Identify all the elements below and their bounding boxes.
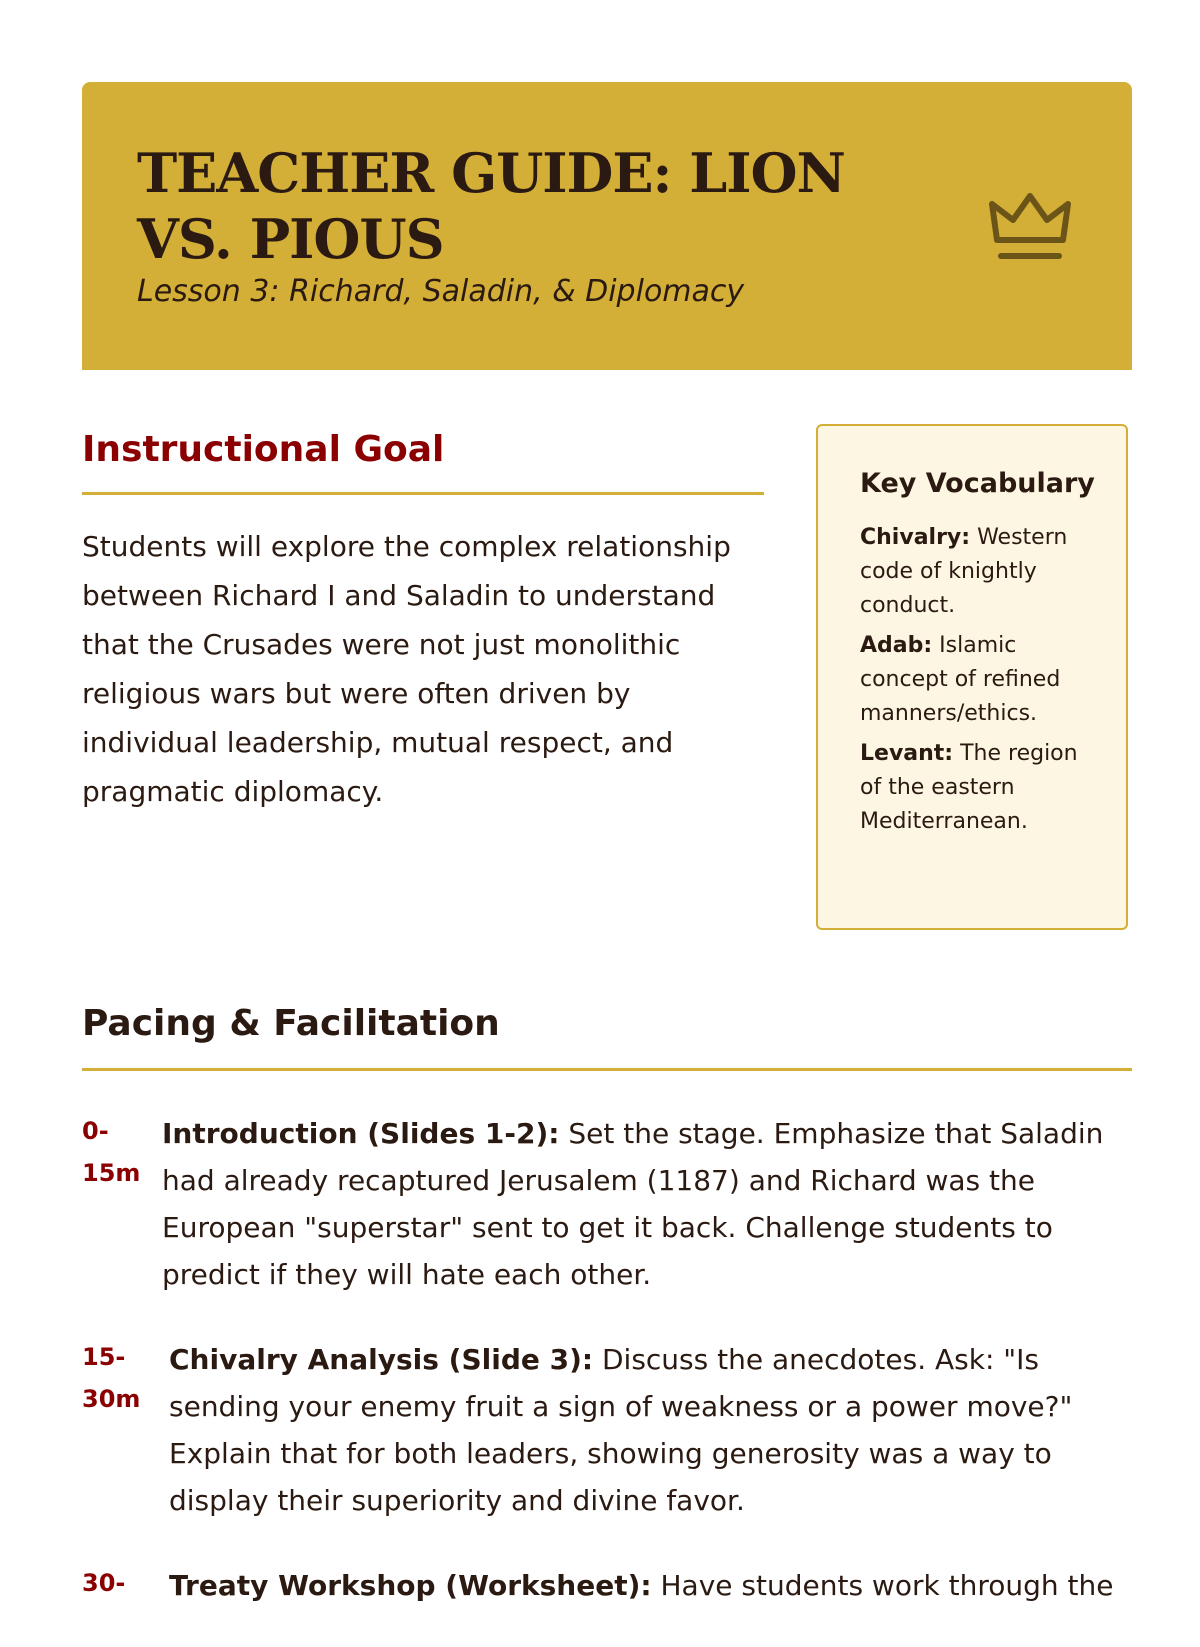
pacing-label: Chivalry Analysis (Slide 3): xyxy=(169,1343,594,1376)
pacing-label: Introduction (Slides 1-2): xyxy=(162,1117,560,1150)
pacing-time xyxy=(82,1336,169,1524)
pacing-item-treaty-workshop xyxy=(82,1562,1142,1609)
pacing-divider xyxy=(82,1068,1132,1071)
crown-icon xyxy=(987,190,1073,262)
pacing-time-start: 15- xyxy=(82,1343,126,1371)
vocab-definition: The region of the eastern Mediterranean. xyxy=(860,741,1078,834)
vocab-term: Levant: xyxy=(860,741,954,766)
pacing-label: Treaty Workshop (Worksheet): xyxy=(169,1569,652,1602)
pacing-time-start: 30- xyxy=(82,1569,126,1597)
pacing-time xyxy=(82,1562,169,1609)
header-banner xyxy=(82,82,1132,370)
pacing-time-end: 15m xyxy=(82,1159,141,1187)
instructional-goal-text: Students will explore the complex relationship between Richard I and Saladin to understand that the Crusades were not just monolithic religious wars but were often driven by individual leadership, mutual respect, and pragmatic diplomacy. xyxy=(82,530,731,808)
vocab-term: Chivalry: xyxy=(860,525,971,550)
pacing-body: Have students work through the xyxy=(651,1569,1114,1602)
pacing-item-introduction xyxy=(82,1110,1142,1298)
page-title: TEACHER GUIDE: LION VS. PIOUS xyxy=(137,141,845,271)
pacing-item-chivalry-analysis xyxy=(82,1336,1142,1524)
pacing-description xyxy=(169,1562,1142,1609)
pacing-body: Set the stage. Emphasize that Saladin had already recaptured Jerusalem (1187) and Richard was the European "superstar" sent to get it back. Challenge students to predict if they will hate each other. xyxy=(162,1117,1104,1291)
pacing-list xyxy=(82,1110,1142,1647)
vocab-term: Adab: xyxy=(860,633,933,658)
vocab-item-adab xyxy=(860,629,1096,731)
page-subtitle: Lesson 3: Richard, Saladin, & Diplomacy xyxy=(137,274,745,309)
pacing-time-end: 30m xyxy=(82,1385,141,1413)
key-vocabulary-box xyxy=(816,424,1128,930)
pacing-heading: Pacing & Facilitation xyxy=(82,1003,500,1044)
pacing-time-start: 0- xyxy=(82,1117,109,1145)
instructional-goal-heading: Instructional Goal xyxy=(82,429,445,470)
vocabulary-heading: Key Vocabulary xyxy=(860,468,1095,499)
goal-divider xyxy=(82,492,764,495)
vocab-item-levant xyxy=(860,737,1096,839)
pacing-description xyxy=(162,1110,1142,1298)
pacing-description xyxy=(169,1336,1142,1524)
vocab-definition: Western code of knightly conduct. xyxy=(860,525,1068,618)
pacing-body: Discuss the anecdotes. Ask: "Is sending your enemy fruit a sign of weakness or a power move?" Explain that for both leaders, showing generosity was a way to display their superiority and divine favor. xyxy=(169,1343,1073,1517)
vocab-item-chivalry xyxy=(860,521,1096,623)
pacing-time xyxy=(82,1110,162,1298)
vocab-definition: Islamic concept of refined manners/ethics. xyxy=(860,633,1061,726)
